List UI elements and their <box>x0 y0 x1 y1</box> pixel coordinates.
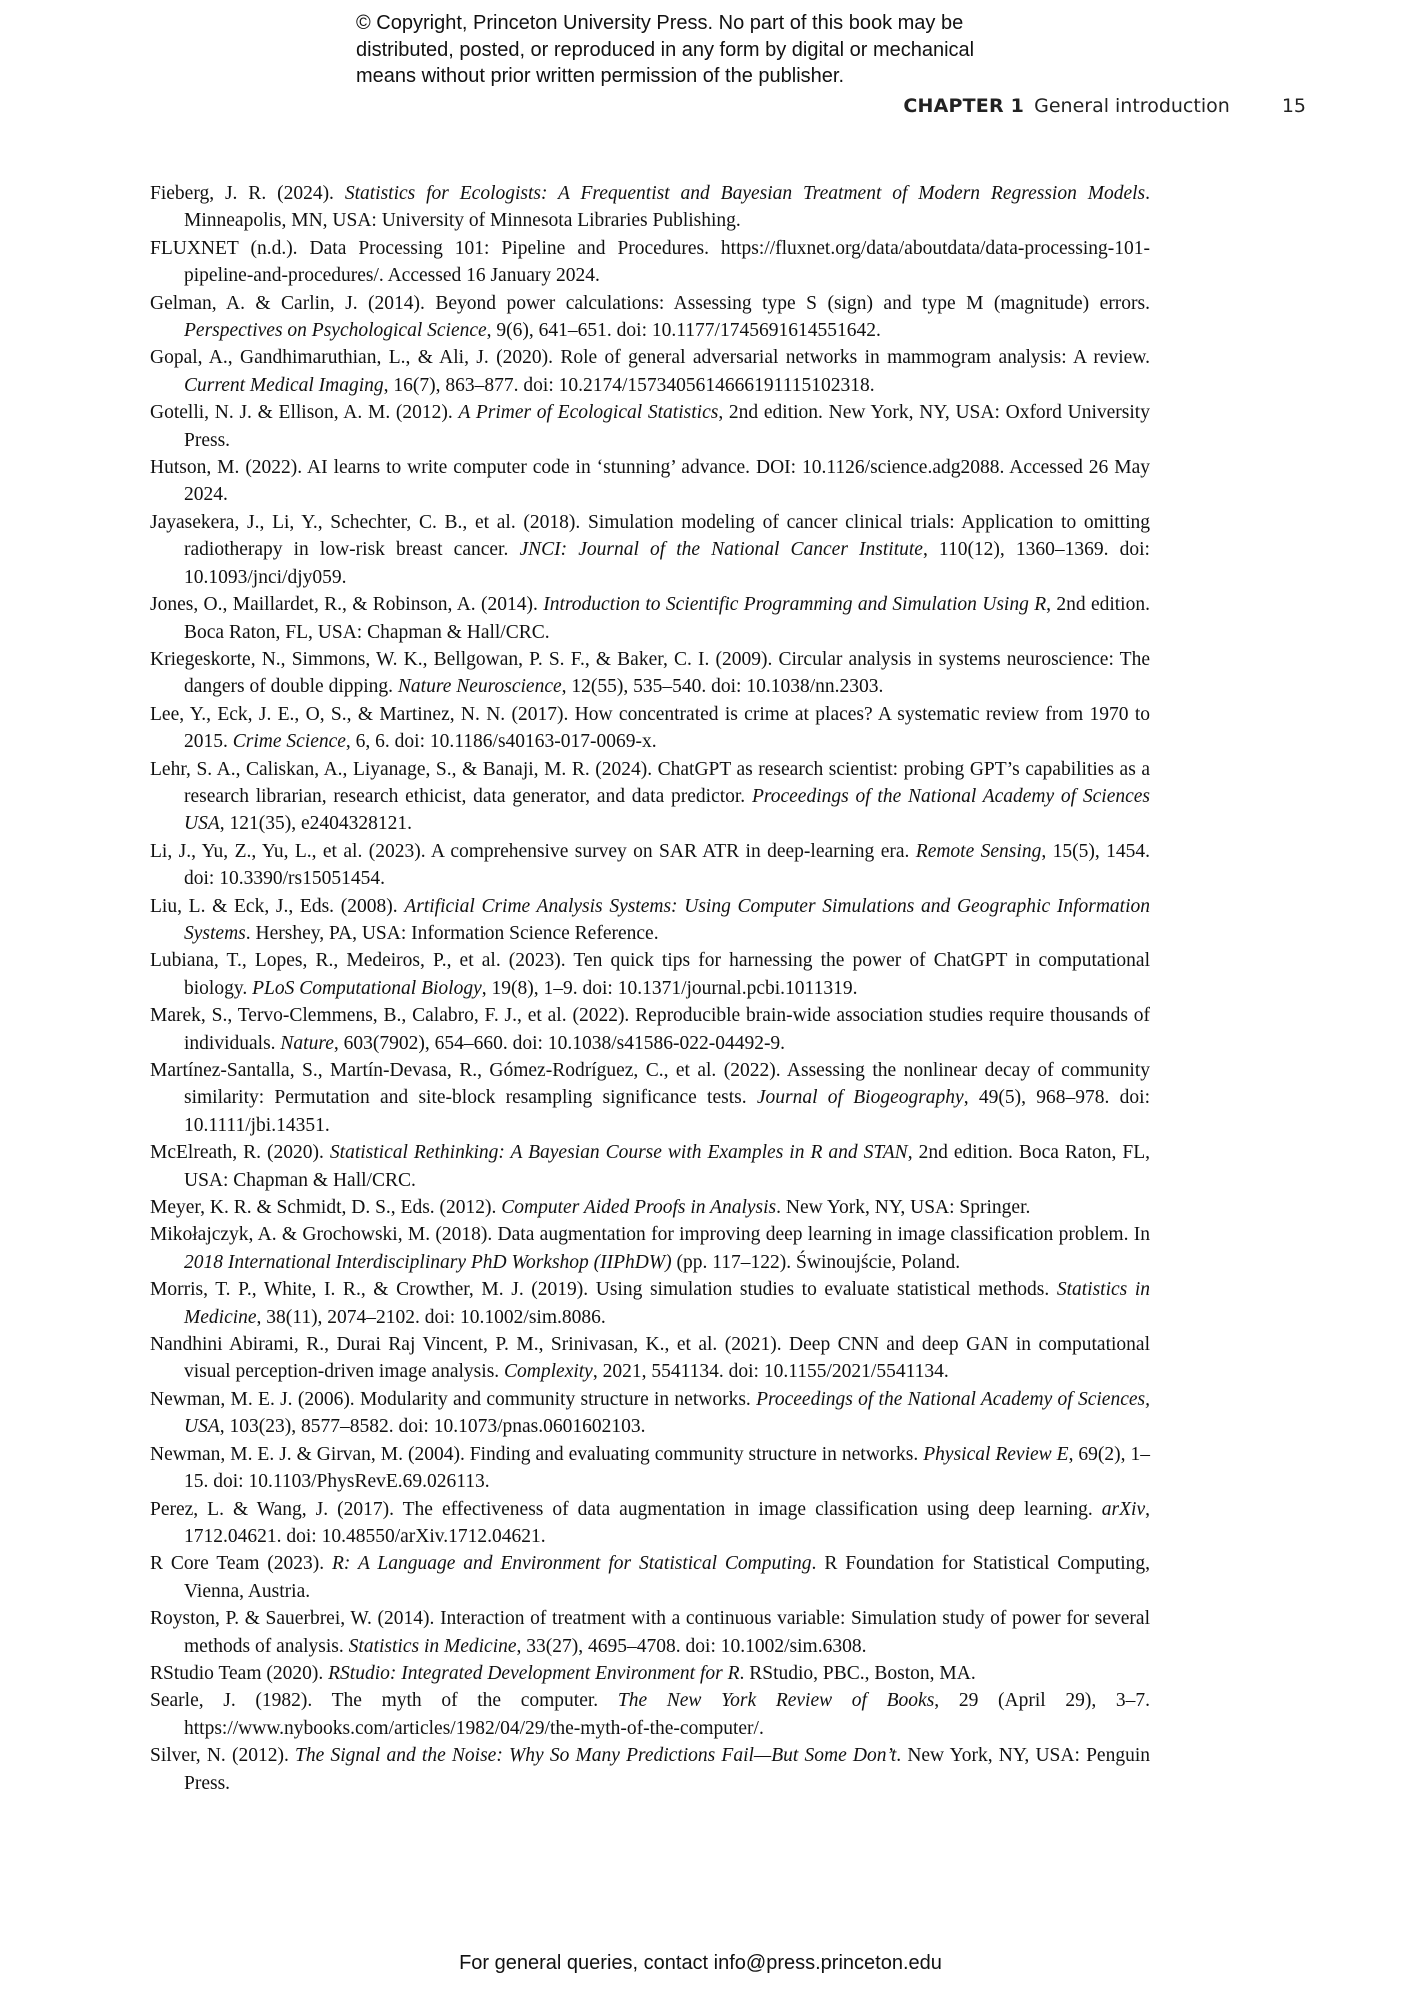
reference-title: Nature Neuroscience <box>397 676 562 698</box>
reference-details: , 603(7902), 654–660. doi: 10.1038/s41586-022-04492-9. <box>333 1032 786 1054</box>
reference-details: , 2021, 5541134. doi: 10.1155/2021/5541134. <box>592 1361 949 1383</box>
reference-entry <box>150 1605 1150 1660</box>
reference-entry <box>150 701 1150 756</box>
reference-text: Silver, N. (2012). <box>150 1745 296 1767</box>
reference-text: Royston, P. & Sauerbrei, W. (2014). Interaction of treatment with a continuous variable: Simulation study of power for several methods of analysis. <box>150 1608 1150 1657</box>
reference-text: Kriegeskorte, N., Simmons, W. K., Bellgowan, P. S. F., & Baker, C. I. (2009). Circular analysis in systems neuroscience: The dangers of double dipping. <box>150 648 1150 698</box>
reference-entry <box>150 1002 1150 1057</box>
reference-details: , 1712.04621. doi: 10.48550/arXiv.1712.04621. <box>184 1498 1150 1547</box>
footer-contact: For general queries, contact info@press.princeton.edu <box>459 1952 942 1974</box>
reference-text: Fieberg, J. R. (2024). <box>150 183 345 204</box>
reference-title: Proceedings of the National Academy of Sciences USA <box>184 785 1150 835</box>
chapter-label: CHAPTER 1 <box>903 95 1025 117</box>
reference-entry <box>150 1276 1150 1331</box>
reference-title: Perspectives on Psychological Science <box>184 320 487 342</box>
copyright-line: distributed, posted, or reproduced in any form by digital or mechanical <box>356 38 975 61</box>
reference-entry <box>150 947 1150 1002</box>
reference-text: Hutson, M. (2022). AI learns to write computer code in ‘stunning’ advance. DOI: 10.1126/science.adg2088. Accessed 26 May 2024. <box>150 457 1150 506</box>
reference-entry <box>150 591 1150 646</box>
reference-title: Artificial Crime Analysis Systems: Using Computer Simulations and Geographic Information Systems <box>184 895 1150 944</box>
reference-entry <box>150 1496 1150 1551</box>
reference-title: arXiv <box>1101 1498 1146 1520</box>
reference-entry <box>150 1194 1150 1221</box>
reference-title: Complexity <box>504 1361 593 1383</box>
reference-entry <box>150 1386 1150 1441</box>
reference-details: , 12(55), 535–540. doi: 10.1038/nn.2303. <box>561 676 884 698</box>
copyright-line: means without prior written permission of the publisher. <box>356 65 845 87</box>
reference-details: , 15(5), 1454. doi: 10.3390/rs15051454. <box>184 840 1150 890</box>
reference-text: Nandhini Abirami, R., Durai Raj Vincent, P. M., Srinivasan, K., et al. (2021). Deep CNN and deep GAN in computational visual perception-driven image analysis. <box>150 1334 1150 1383</box>
chapter-title: General introduction <box>1034 95 1230 117</box>
reference-entry <box>150 1331 1150 1386</box>
reference-details: , 33(27), 4695–4708. doi: 10.1002/sim.6308. <box>516 1635 867 1657</box>
reference-title: Journal of Biogeography <box>756 1087 964 1109</box>
reference-entry <box>150 290 1150 345</box>
reference-details: , 103(23), 8577–8582. doi: 10.1073/pnas.0601602103. <box>219 1416 646 1438</box>
reference-details: , 9(6), 641–651. doi: 10.1177/1745691614551642. <box>486 320 881 342</box>
reference-text: Lee, Y., Eck, J. E., O, S., & Martinez, N. N. (2017). How concentrated is crime at places? A systematic review from 1970 to 2015. <box>150 703 1150 753</box>
reference-title: Computer Aided Proofs in Analysis <box>501 1197 777 1219</box>
reference-title: Statistics in Medicine <box>184 1279 1151 1328</box>
reference-entry <box>150 399 1150 454</box>
reference-details: . R Foundation for Statistical Computing, Vienna, Austria. <box>184 1553 1150 1602</box>
reference-title: Nature <box>280 1032 334 1054</box>
reference-entry <box>150 1441 1150 1496</box>
copyright-line: © Copyright, Princeton University Press. No part of this book may be <box>356 12 964 34</box>
reference-text: R Core Team (2023). <box>150 1553 333 1575</box>
reference-details: (pp. 117–122). Świnoujście, Poland. <box>671 1251 961 1273</box>
reference-entry <box>150 838 1150 893</box>
reference-details: . Minneapolis, MN, USA: University of Minnesota Libraries Publishing. <box>184 183 1151 232</box>
reference-details: , 29 (April 29), 3–7. https://www.nybooks.com/articles/1982/04/29/the-myth-of-the-computer/. <box>184 1690 1151 1739</box>
reference-entry <box>150 454 1150 509</box>
reference-entry <box>150 235 1150 290</box>
reference-entry <box>150 756 1150 838</box>
reference-title: Proceedings of the National Academy of Sciences, USA <box>184 1388 1150 1438</box>
reference-title: Remote Sensing <box>915 840 1042 862</box>
reference-title: Current Medical Imaging <box>184 374 384 396</box>
reference-text: Martínez-Santalla, S., Martín-Devasa, R., Gómez-Rodríguez, C., et al. (2022). Assessing the nonlinear decay of community similarity: Permutation and site-block resampling significance tests. <box>150 1060 1150 1109</box>
reference-entry <box>150 1221 1150 1276</box>
reference-text: Li, J., Yu, Z., Yu, L., et al. (2023). A comprehensive survey on SAR ATR in deep-learning era. <box>150 840 916 862</box>
reference-details: . Hershey, PA, USA: Information Science Reference. <box>245 922 659 944</box>
reference-text: Morris, T. P., White, I. R., & Crowther, M. J. (2019). Using simulation studies to evaluate statistical methods. <box>150 1279 1057 1301</box>
reference-details: , 38(11), 2074–2102. doi: 10.1002/sim.8086. <box>256 1306 606 1328</box>
reference-text: Lubiana, T., Lopes, R., Medeiros, P., et al. (2023). Ten quick tips for harnessing the power of ChatGPT in computational biology. <box>150 950 1150 999</box>
reference-details: , 69(2), 1–15. doi: 10.1103/PhysRevE.69.026113. <box>184 1443 1150 1493</box>
reference-details: , 6, 6. doi: 10.1186/s40163-017-0069-x. <box>345 731 657 753</box>
reference-text: Gopal, A., Gandhimaruthian, L., & Ali, J. (2020). Role of general adversarial networks in mammogram analysis: A review. <box>150 347 1150 369</box>
reference-text: Gelman, A. & Carlin, J. (2014). Beyond power calculations: Assessing type S (sign) and type M (magnitude) errors. <box>150 292 1150 314</box>
reference-text: Liu, L. & Eck, J., Eds. (2008). <box>150 895 405 917</box>
reference-text: Perez, L. & Wang, J. (2017). The effectiveness of data augmentation in image classification using deep learning. <box>150 1498 1102 1520</box>
reference-details: , 2nd edition. Boca Raton, FL, USA: Chapman & Hall/CRC. <box>184 594 1150 643</box>
reference-details: , 19(8), 1–9. doi: 10.1371/journal.pcbi.1011319. <box>481 977 858 999</box>
reference-entry <box>150 1660 1150 1687</box>
reference-text: Jayasekera, J., Li, Y., Schechter, C. B., et al. (2018). Simulation modeling of cancer clinical trials: Application to omitting radiotherapy in low-risk breast cancer. <box>150 511 1150 561</box>
reference-title: Introduction to Scientific Programming and Simulation Using R <box>543 594 1047 616</box>
reference-details: , 110(12), 1360–1369. doi: 10.1093/jnci/djy059. <box>184 539 1150 588</box>
reference-title: PLoS Computational Biology <box>252 977 482 999</box>
reference-details: , 121(35), e2404328121. <box>219 813 413 835</box>
reference-text: Gotelli, N. J. & Ellison, A. M. (2012). <box>150 402 459 424</box>
reference-title: Statistics in Medicine <box>348 1635 517 1657</box>
reference-details: . New York, NY, USA: Penguin Press. <box>184 1745 1150 1794</box>
reference-entry <box>150 1687 1150 1742</box>
reference-text: Lehr, S. A., Caliskan, A., Liyanage, S., & Banaji, M. R. (2024). ChatGPT as research scientist: probing GPT’s capabilities as a research librarian, research ethicist, data generator, and data predictor. <box>150 758 1150 807</box>
reference-entry <box>150 1742 1150 1797</box>
reference-title: The New York Review of Books <box>617 1690 935 1712</box>
reference-details: , 49(5), 968–978. doi: 10.1111/jbi.14351. <box>184 1087 1150 1136</box>
reference-entry <box>150 1139 1150 1194</box>
reference-details: , 2nd edition. Boca Raton, FL, USA: Chapman & Hall/CRC. <box>184 1142 1151 1191</box>
reference-list <box>150 180 1150 1797</box>
reference-text: Mikołajczyk, A. & Grochowski, M. (2018). Data augmentation for improving deep learning in image classification problem. In <box>150 1224 1150 1246</box>
reference-text: Marek, S., Tervo-Clemmens, B., Calabro, F. J., et al. (2022). Reproducible brain-wide association studies require thousands of individuals. <box>150 1005 1150 1054</box>
reference-text: McElreath, R. (2020). <box>150 1142 330 1164</box>
reference-title: A Primer of Ecological Statistics <box>458 402 719 424</box>
reference-title: 2018 International Interdisciplinary PhD Workshop (IIPhDW) <box>184 1251 672 1273</box>
reference-text: Meyer, K. R. & Schmidt, D. S., Eds. (2012). <box>150 1197 502 1219</box>
reference-title: RStudio: Integrated Development Environment for R <box>328 1662 740 1684</box>
running-head <box>903 95 1306 117</box>
reference-details: . New York, NY, USA: Springer. <box>776 1197 1031 1219</box>
reference-details: , 2nd edition. New York, NY, USA: Oxford University Press. <box>184 402 1150 451</box>
reference-entry <box>150 180 1150 235</box>
reference-text: FLUXNET (n.d.). Data Processing 101: Pipeline and Procedures. https://fluxnet.org/data/aboutdata/data-processing-101-pipeline-and-procedures/. Accessed 16 January 2024. <box>150 237 1150 287</box>
reference-title: Statistical Rethinking: A Bayesian Course with Examples in R and STAN <box>329 1142 908 1164</box>
reference-entry <box>150 509 1150 591</box>
page-number: 15 <box>1281 95 1306 117</box>
reference-entry <box>150 646 1150 701</box>
reference-text: Newman, M. E. J. & Girvan, M. (2004). Finding and evaluating community structure in networks. <box>150 1443 924 1465</box>
reference-text: Jones, O., Maillardet, R., & Robinson, A. (2014). <box>150 594 544 616</box>
reference-title: The Signal and the Noise: Why So Many Predictions Fail—But Some Don’t <box>295 1745 897 1767</box>
reference-entry <box>150 344 1150 399</box>
reference-title: Crime Science <box>232 731 346 753</box>
reference-entry <box>150 1550 1150 1605</box>
reference-text: Searle, J. (1982). The myth of the computer. <box>150 1690 618 1712</box>
reference-details: . RStudio, PBC., Boston, MA. <box>739 1662 976 1684</box>
reference-entry <box>150 893 1150 948</box>
reference-title: Statistics for Ecologists: A Frequentist and Bayesian Treatment of Modern Regression Models <box>344 183 1146 204</box>
reference-details: , 16(7), 863–877. doi: 10.2174/1573405614666191115102318. <box>383 374 875 396</box>
reference-title: JNCI: Journal of the National Cancer Institute <box>519 539 923 561</box>
reference-title: R: A Language and Environment for Statistical Computing <box>332 1553 812 1575</box>
reference-title: Physical Review E <box>923 1443 1069 1465</box>
reference-text: Newman, M. E. J. (2006). Modularity and community structure in networks. <box>150 1388 757 1410</box>
reference-text: RStudio Team (2020). <box>150 1662 329 1684</box>
reference-entry <box>150 1057 1150 1139</box>
copyright-notice <box>356 10 1076 90</box>
